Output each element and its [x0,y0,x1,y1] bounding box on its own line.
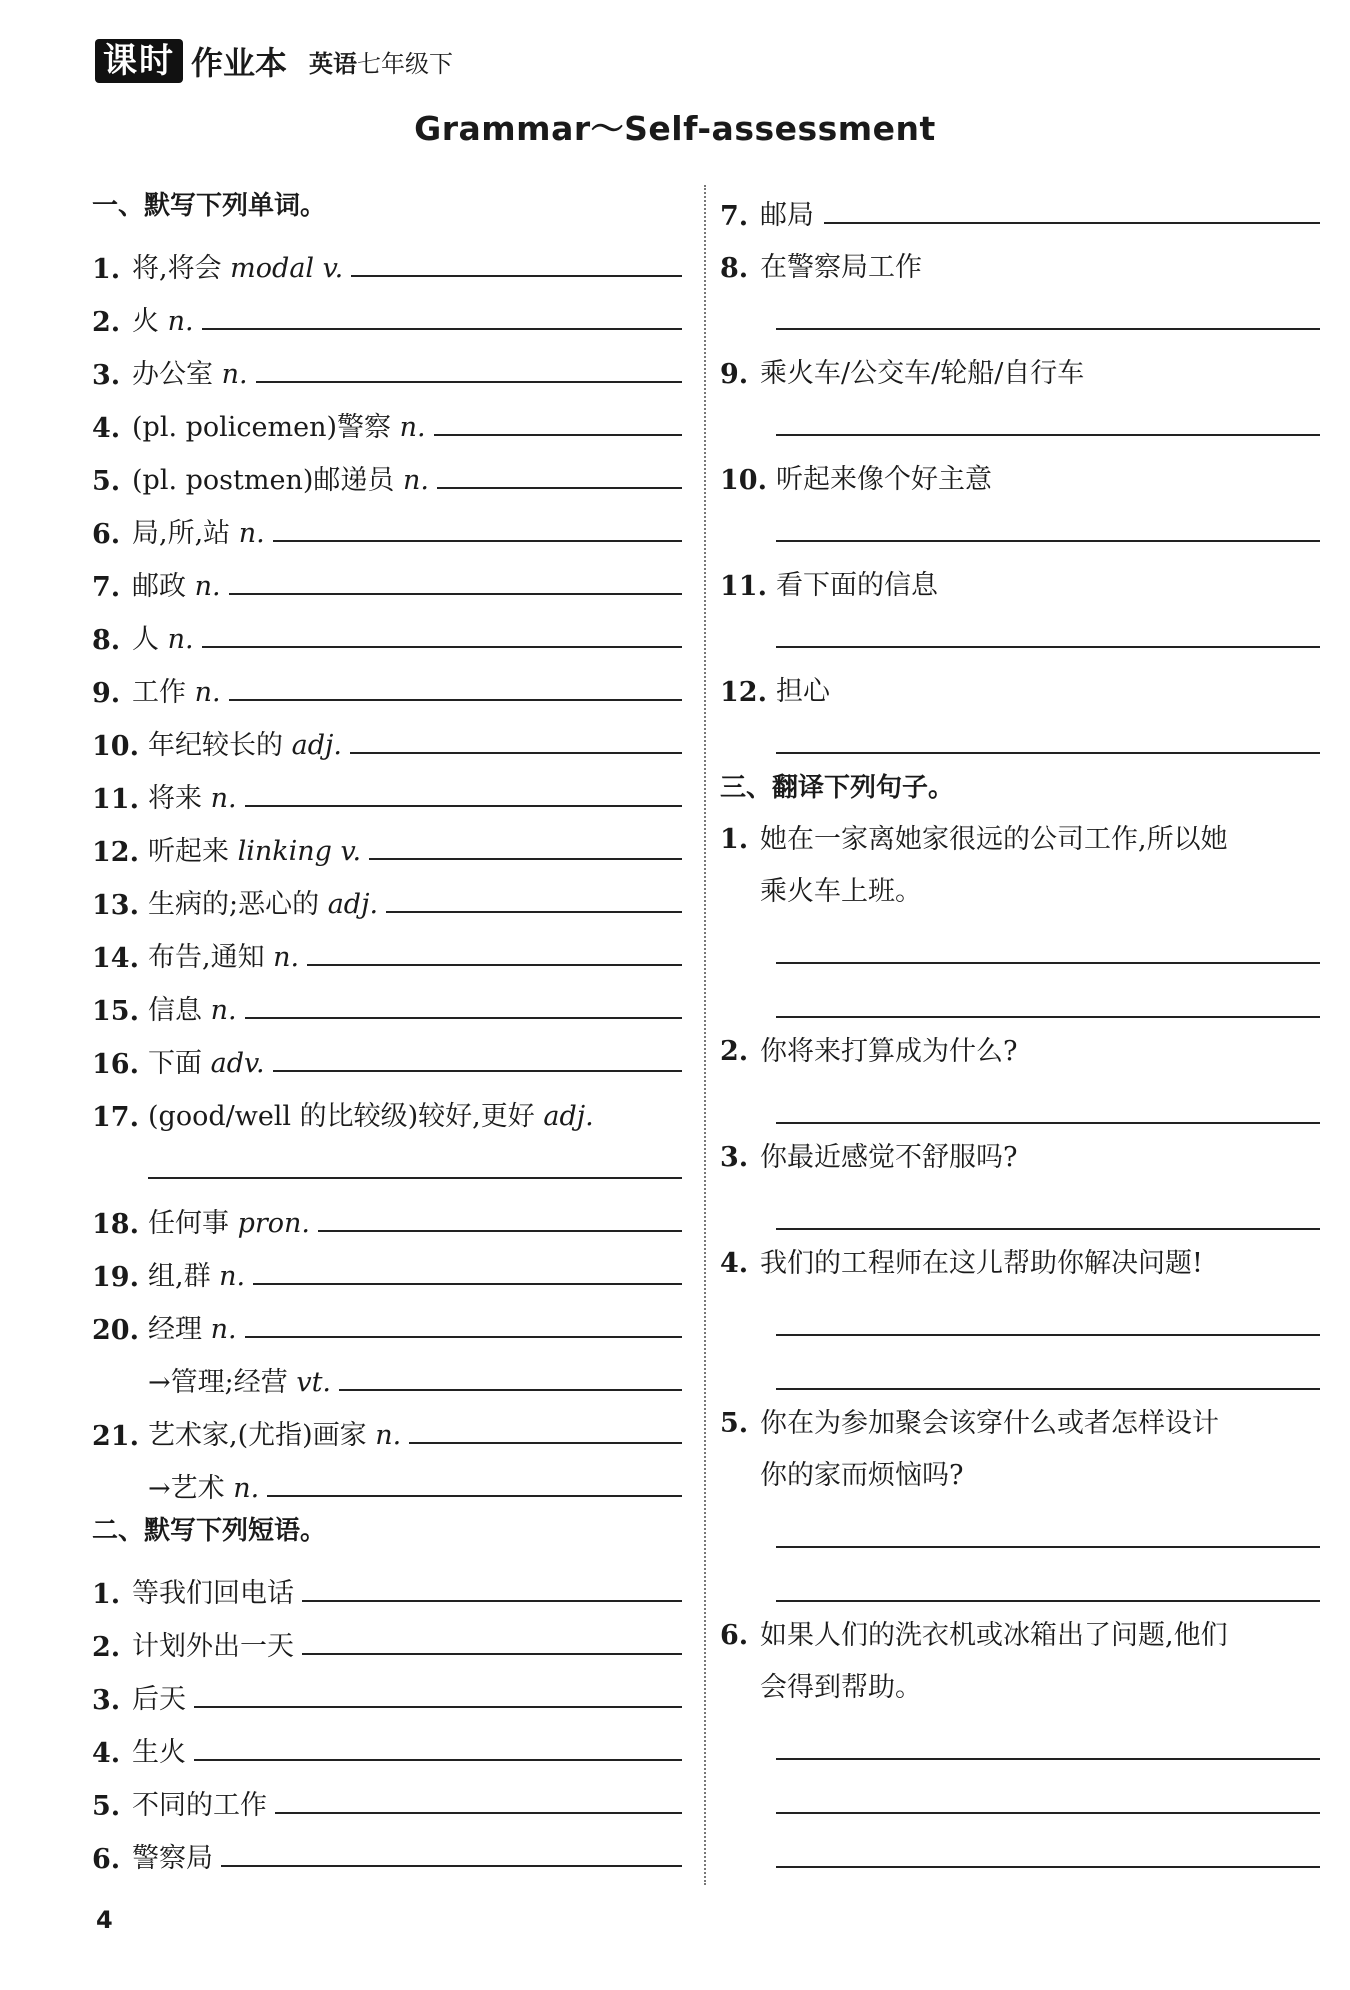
item-number: 5. [92,1791,121,1822]
item-number: 16. [92,1049,139,1080]
item-text: 邮局 [760,200,814,231]
item-text: 人 [132,624,168,655]
page-header [95,36,453,86]
answer-blank[interactable] [273,540,682,542]
answer-blank[interactable] [776,328,1320,330]
page-number: 4 [96,1906,113,1934]
column-divider [704,185,706,1885]
item-text: 你最近感觉不舒服吗? [760,1142,1018,1173]
item-number: 4. [720,1248,749,1279]
answer-line-wrap [720,1290,1320,1344]
item-number: 8. [92,625,121,656]
item-text: →艺术 [148,1473,234,1504]
answer-blank[interactable] [351,275,682,277]
answer-blank[interactable] [229,699,682,701]
item-number: 9. [720,359,749,390]
item-text: 工作 [132,677,195,708]
item-text: (good/well 的比较级)较好,更好 [148,1101,544,1132]
item-text: 乘火车/公交车/轮船/自行车 [760,358,1085,389]
item-prompt [148,882,378,921]
item-prompt [148,1041,265,1080]
word-item [92,1027,682,1080]
item-text: 任何事 [148,1208,238,1239]
item-pos: vt. [296,1367,331,1398]
item-number: 2. [92,1632,121,1663]
answer-blank[interactable] [776,1228,1320,1230]
item-text: 经理 [148,1314,211,1345]
item-pos: n. [375,1420,402,1451]
grade-label: 七年级下 [357,49,454,78]
word-item [92,762,682,815]
item-text: →管理;经营 [148,1367,297,1398]
answer-blank[interactable] [273,1070,682,1072]
phrase-item [720,550,1320,602]
item-number: 14. [92,943,139,974]
phrase-item [720,338,1320,390]
right-column [720,180,1320,1876]
item-text: 生病的;恶心的 [148,889,328,920]
word-item [92,709,682,762]
word-item [92,974,682,1027]
answer-blank[interactable] [776,540,1320,542]
item-pos: n. [219,1261,246,1292]
item-number: 4. [92,413,121,444]
answer-line-wrap [720,496,1320,550]
item-text: 布告,通知 [148,942,274,973]
item-text: 艺术家,(尤指)画家 [148,1420,376,1451]
page-title: Grammar～Self-assessment [414,109,936,148]
item-number: 1. [92,254,121,285]
item-number: 5. [92,466,121,497]
item-number: 6. [92,519,121,550]
item-prompt [132,299,194,338]
word-item [92,550,682,603]
sentence-item [720,1238,1320,1290]
item-prompt [148,935,299,974]
answer-line-wrap [720,918,1320,972]
item-pos: n. [194,677,221,708]
item-number: 15. [92,996,139,1027]
item-text [760,1398,1320,1502]
answer-blank[interactable] [776,1016,1320,1018]
answer-line-wrap [720,284,1320,338]
answer-line-wrap [720,1184,1320,1238]
phrase-item [720,180,1320,232]
item-pos: n. [221,359,248,390]
item-text: (pl. postmen)邮递员 [132,465,403,496]
item-prompt [148,1254,245,1293]
phrase-item [92,1557,682,1610]
answer-blank[interactable] [776,434,1320,436]
item-prompt [132,246,343,285]
item-pos: n. [402,465,429,496]
item-number: 1. [92,1579,121,1610]
item-prompt [148,776,237,815]
item-number: 13. [92,890,139,921]
answer-blank[interactable] [194,1706,682,1708]
item-pos: n. [210,1314,237,1345]
item-number: 21. [92,1421,139,1452]
item-number: 7. [92,572,121,603]
word-item [92,656,682,709]
item-pos: n. [273,942,300,973]
item-text: 听起来像个好主意 [776,464,992,495]
item-text: 火 [132,306,168,337]
item-number: 6. [720,1620,749,1651]
item-number: 4. [92,1738,121,1769]
item-number: 17. [92,1102,139,1133]
item-number: 2. [720,1036,749,1067]
item-text: 办公室 [132,359,222,390]
answer-blank[interactable] [202,328,682,330]
answer-line-wrap [720,1714,1320,1768]
word-item [92,497,682,550]
sentence-item [720,1026,1320,1078]
item-text: 在警察局工作 [760,252,922,283]
item-text: 计划外出一天 [132,1631,294,1662]
answer-line-wrap [720,1078,1320,1132]
answer-line-wrap [720,1502,1320,1556]
item-pos: adj. [543,1101,594,1132]
answer-blank[interactable] [302,1653,682,1655]
phrase-item [92,1663,682,1716]
answer-line-wrap [92,1133,682,1187]
item-pos: adv. [210,1048,265,1079]
word-item [92,921,682,974]
item-text: 听起来 [148,836,238,867]
item-pos: n. [238,518,265,549]
answer-blank[interactable] [245,1336,682,1338]
item-text: 邮政 [132,571,195,602]
answer-blank[interactable] [776,962,1320,964]
item-number: 12. [720,677,767,708]
item-prompt [148,1094,594,1133]
item-text: 局,所,站 [132,518,239,549]
answer-blank[interactable] [350,752,682,754]
word-item [92,338,682,391]
word-item [92,1240,682,1293]
item-prompt [132,564,221,603]
item-pos: adj. [327,889,379,920]
item-pos: n. [399,412,426,443]
item-text-line: 会得到帮助。 [760,1672,922,1703]
item-text: 将来 [148,783,211,814]
answer-blank[interactable] [307,964,682,966]
answer-blank[interactable] [824,222,1320,224]
item-number: 7. [720,201,749,232]
sentence-item [720,1610,1320,1714]
item-prompt [148,1466,259,1505]
item-number: 20. [92,1315,139,1346]
word-item [92,285,682,338]
subject-label: 英语 [309,49,358,78]
item-prompt [132,458,429,497]
item-text: 将,将会 [132,253,231,284]
answer-blank[interactable] [267,1495,682,1497]
answer-blank[interactable] [776,1122,1320,1124]
item-prompt [148,1307,237,1346]
phrase-item [92,1769,682,1822]
answer-blank[interactable] [221,1865,682,1867]
section-heading-sentences: 三、翻译下列句子。 [720,773,955,803]
answer-blank[interactable] [256,381,682,383]
item-text [760,1610,1320,1714]
item-number: 18. [92,1209,139,1240]
word-item [92,444,682,497]
word-item [92,603,682,656]
word-item [92,232,682,285]
item-number: 1. [720,824,749,855]
answer-blank[interactable] [776,646,1320,648]
item-number: 5. [720,1408,749,1439]
item-pos: n. [210,995,237,1026]
item-text: 信息 [148,995,211,1026]
word-item [92,815,682,868]
item-text-line: 你在为参加聚会该穿什么或者怎样设计 [760,1408,1219,1439]
answer-line-wrap [720,708,1320,762]
item-number: 11. [92,784,139,815]
item-text: 我们的工程师在这儿帮助你解决问题! [760,1248,1203,1279]
item-number: 8. [720,253,749,284]
item-pos: pron. [237,1208,311,1239]
item-prompt [148,988,237,1027]
word-item [92,1293,682,1346]
item-prompt [148,1201,310,1240]
word-item [92,1346,682,1399]
item-text-line: 她在一家离她家很远的公司工作,所以她 [760,824,1228,855]
answer-blank[interactable] [202,646,682,648]
subject-grade [309,44,453,79]
item-text [760,814,1320,918]
item-prompt [148,829,361,868]
answer-line-wrap [720,602,1320,656]
item-text-line: 你的家而烦恼吗? [760,1460,964,1491]
item-text: 看下面的信息 [776,570,938,601]
item-text: 不同的工作 [132,1790,267,1821]
item-text: 生火 [132,1737,186,1768]
item-number: 19. [92,1262,139,1293]
answer-blank[interactable] [776,1600,1320,1602]
left-column [92,180,682,1875]
item-pos: modal v. [230,253,344,284]
answer-blank[interactable] [386,911,682,913]
item-text: 你将来打算成为什么? [760,1036,1018,1067]
answer-line-wrap [720,972,1320,1026]
item-number: 9. [92,678,121,709]
answer-line-wrap [720,1768,1320,1822]
word-item [92,1080,682,1133]
phrase-item [720,656,1320,708]
item-pos: n. [210,783,237,814]
item-number: 10. [720,465,767,496]
answer-line-wrap [720,1344,1320,1398]
sentence-item [720,1132,1320,1184]
item-pos: adj. [291,730,342,761]
item-number: 11. [720,571,767,602]
answer-blank[interactable] [434,434,682,436]
item-pos: n. [167,624,194,655]
item-pos: linking v. [237,836,362,867]
answer-blank[interactable] [776,1866,1320,1868]
item-prompt [132,405,426,444]
word-item [92,1399,682,1452]
item-prompt [132,511,265,550]
item-text: 等我们回电话 [132,1578,294,1609]
answer-line-wrap [720,1822,1320,1876]
item-text: 担心 [776,676,830,707]
phrase-item [92,1716,682,1769]
item-prompt [132,352,248,391]
item-text: 年纪较长的 [148,730,292,761]
phrase-item [92,1822,682,1875]
phrase-item [720,232,1320,284]
brand-logo: 课时 [95,39,183,83]
item-text: (pl. policemen)警察 [132,412,400,443]
answer-blank[interactable] [339,1389,682,1391]
phrase-item [720,444,1320,496]
answer-blank[interactable] [776,752,1320,754]
answer-blank[interactable] [245,1017,682,1019]
answer-blank[interactable] [318,1230,682,1232]
answer-blank[interactable] [148,1177,682,1179]
answer-blank[interactable] [776,1334,1320,1336]
answer-blank[interactable] [194,1759,682,1761]
item-text-line: 乘火车上班。 [760,876,922,907]
answer-blank[interactable] [275,1812,682,1814]
answer-blank[interactable] [369,858,682,860]
answer-blank[interactable] [776,1812,1320,1814]
item-pos: n. [167,306,194,337]
item-number: 3. [720,1142,749,1173]
item-prompt [148,1360,331,1399]
answer-blank[interactable] [776,1546,1320,1548]
answer-blank[interactable] [229,593,682,595]
answer-blank[interactable] [776,1758,1320,1760]
item-text-line: 如果人们的洗衣机或冰箱出了问题,他们 [760,1620,1228,1651]
brand-name: 作业本 [191,44,288,82]
section-heading-words: 一、默写下列单词。 [92,191,327,221]
phrase-item [92,1610,682,1663]
item-number: 3. [92,360,121,391]
item-number: 12. [92,837,139,868]
answer-line-wrap [720,1556,1320,1610]
item-number: 3. [92,1685,121,1716]
answer-blank[interactable] [253,1283,682,1285]
item-prompt [148,723,342,762]
item-text: 警察局 [132,1843,213,1874]
item-pos: n. [233,1473,260,1504]
sentence-item [720,814,1320,918]
item-prompt [132,617,194,656]
item-prompt [148,1413,401,1452]
item-number: 2. [92,307,121,338]
item-number: 10. [92,731,139,762]
word-item [92,1187,682,1240]
item-text: 下面 [148,1048,211,1079]
item-text: 组,群 [148,1261,220,1292]
item-text: 后天 [132,1684,186,1715]
answer-blank[interactable] [409,1442,682,1444]
item-pos: n. [194,571,221,602]
answer-blank[interactable] [776,1388,1320,1390]
word-item [92,1452,682,1505]
section-heading-phrases: 二、默写下列短语。 [92,1516,327,1546]
sentence-item [720,1398,1320,1502]
answer-blank[interactable] [437,487,682,489]
answer-line-wrap [720,390,1320,444]
word-item [92,868,682,921]
answer-blank[interactable] [302,1600,682,1602]
item-prompt [132,670,221,709]
item-number: 6. [92,1844,121,1875]
word-item [92,391,682,444]
answer-blank[interactable] [245,805,682,807]
